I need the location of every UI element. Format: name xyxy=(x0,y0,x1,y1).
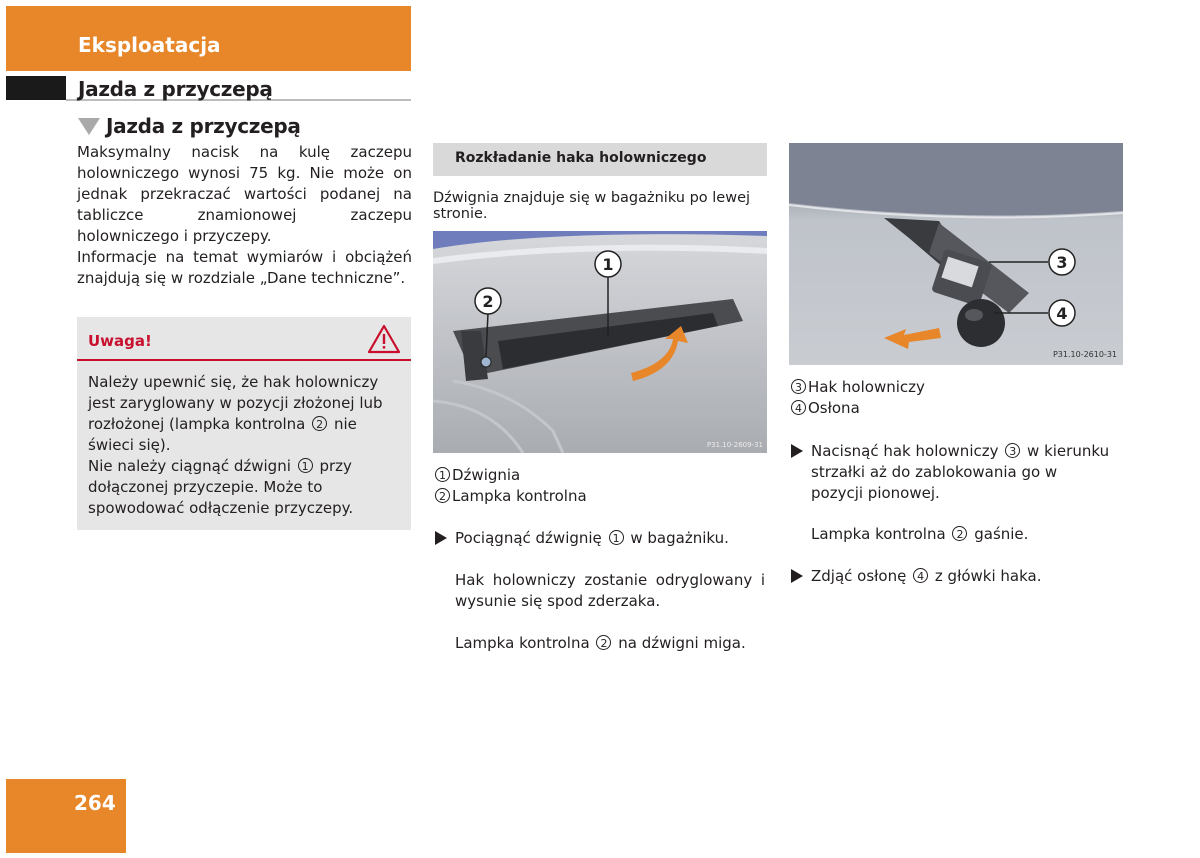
procedure-intro: Dźwignia znajduje się w bagażniku po lewej stronie. xyxy=(433,190,751,222)
warning-box xyxy=(77,317,411,530)
chapter-title: Eksploatacja xyxy=(78,33,221,57)
callout-number: 2 xyxy=(952,526,967,541)
image-code: P31.10-2609-31 xyxy=(706,441,763,449)
chapter-tab xyxy=(6,6,411,71)
legend-item xyxy=(433,486,587,507)
callout-number: 3 xyxy=(791,379,806,394)
step-remove-cover xyxy=(811,566,1111,587)
step-arrow-icon xyxy=(791,444,803,458)
procedure-heading: Rozkładanie haka holowniczego xyxy=(455,150,707,166)
callout-number: 2 xyxy=(596,635,611,650)
warning-text-1 xyxy=(88,372,400,456)
callout-number: 4 xyxy=(791,400,806,415)
sub-title-text: Jazda z przyczepą xyxy=(106,114,301,138)
step-note-lamp xyxy=(455,633,765,654)
section-marker xyxy=(6,76,66,100)
towbar-photo xyxy=(789,143,1123,365)
callout-number: 1 xyxy=(435,467,450,482)
step-note-unlock: Hak holowniczy zostanie odryglowany i wysunie się spod zderzaka. xyxy=(455,571,765,610)
legend-label: Osłona xyxy=(808,399,860,417)
step-text: Pociągnąć dźwignię xyxy=(455,529,602,547)
callout-2: 2 xyxy=(482,292,494,311)
callout-1: 1 xyxy=(602,255,614,274)
legend-label: Lampka kontrolna xyxy=(452,487,587,505)
section-title: Jazda z przyczepą xyxy=(78,77,273,101)
step-text: Nacisnąć hak holowniczy xyxy=(811,442,999,460)
warning-triangle-icon xyxy=(367,324,401,354)
legend-item xyxy=(789,377,925,398)
step-press-hook xyxy=(811,441,1111,504)
step-text: gaśnie. xyxy=(974,525,1029,543)
paragraph-info: Informacje na temat wymiarów i obciążeń znajdują się w rozdziale „Dane techniczne”. xyxy=(77,248,412,287)
step-arrow-icon xyxy=(791,569,803,583)
warning-text-2b: przy dołączonej przyczepie. Może to spowodować odłączenie przyczepy. xyxy=(88,457,354,517)
callout-number: 4 xyxy=(913,568,928,583)
warning-title: Uwaga! xyxy=(88,332,152,350)
step-text: w kierunku strzałki aż do zablokowania go w pozycji pionowej. xyxy=(811,442,1110,502)
warning-rule xyxy=(77,359,411,361)
step-note-lamp-off xyxy=(811,524,1111,545)
callout-number: 2 xyxy=(435,488,450,503)
step-arrow-icon xyxy=(435,531,447,545)
lever-photo xyxy=(433,231,767,453)
legend-label: Hak holowniczy xyxy=(808,378,925,396)
page-number-tab xyxy=(6,779,126,853)
warning-text-1a: Należy upewnić się, że hak holowniczy jest zaryglowany w pozycji złożonej lub rozłożonej (lampka kontrolna xyxy=(88,373,383,433)
procedure-heading-box xyxy=(433,143,767,176)
triangle-bullet-icon xyxy=(78,118,100,135)
callout-4: 4 xyxy=(1056,304,1068,323)
callout-number: 2 xyxy=(312,416,327,431)
step-text: na dźwigni miga. xyxy=(618,634,746,652)
callout-number: 1 xyxy=(609,530,624,545)
step-pull-lever xyxy=(455,528,765,549)
callout-number: 1 xyxy=(298,458,313,473)
legend-right xyxy=(789,377,925,419)
step-text: Lampka kontrolna xyxy=(455,634,590,652)
step-text: w bagażniku. xyxy=(630,529,729,547)
callout-3: 3 xyxy=(1056,253,1068,272)
warning-text-2a: Nie należy ciągnąć dźwigni xyxy=(88,457,291,475)
image-code: P31.10-2610-31 xyxy=(1052,350,1117,359)
paragraph-load: Maksymalny nacisk na kulę zaczepu holowniczego wynosi 75 kg. Nie może on jednak przekraczać wartości podanej na tabliczce znamionowej zaczepu holowniczego i przyczepy. xyxy=(77,143,412,245)
legend-item xyxy=(433,465,587,486)
legend-item xyxy=(789,398,925,419)
legend-label: Dźwignia xyxy=(452,466,521,484)
step-text: Lampka kontrolna xyxy=(811,525,946,543)
sub-title xyxy=(78,114,301,138)
step-text: z główki haka. xyxy=(934,567,1042,585)
callout-number: 3 xyxy=(1005,443,1020,458)
warning-text-1b: nie świeci się). xyxy=(88,415,357,454)
warning-text-2 xyxy=(88,456,400,519)
legend-middle xyxy=(433,465,587,507)
page-number: 264 xyxy=(74,791,116,815)
step-text: Zdjąć osłonę xyxy=(811,567,907,585)
